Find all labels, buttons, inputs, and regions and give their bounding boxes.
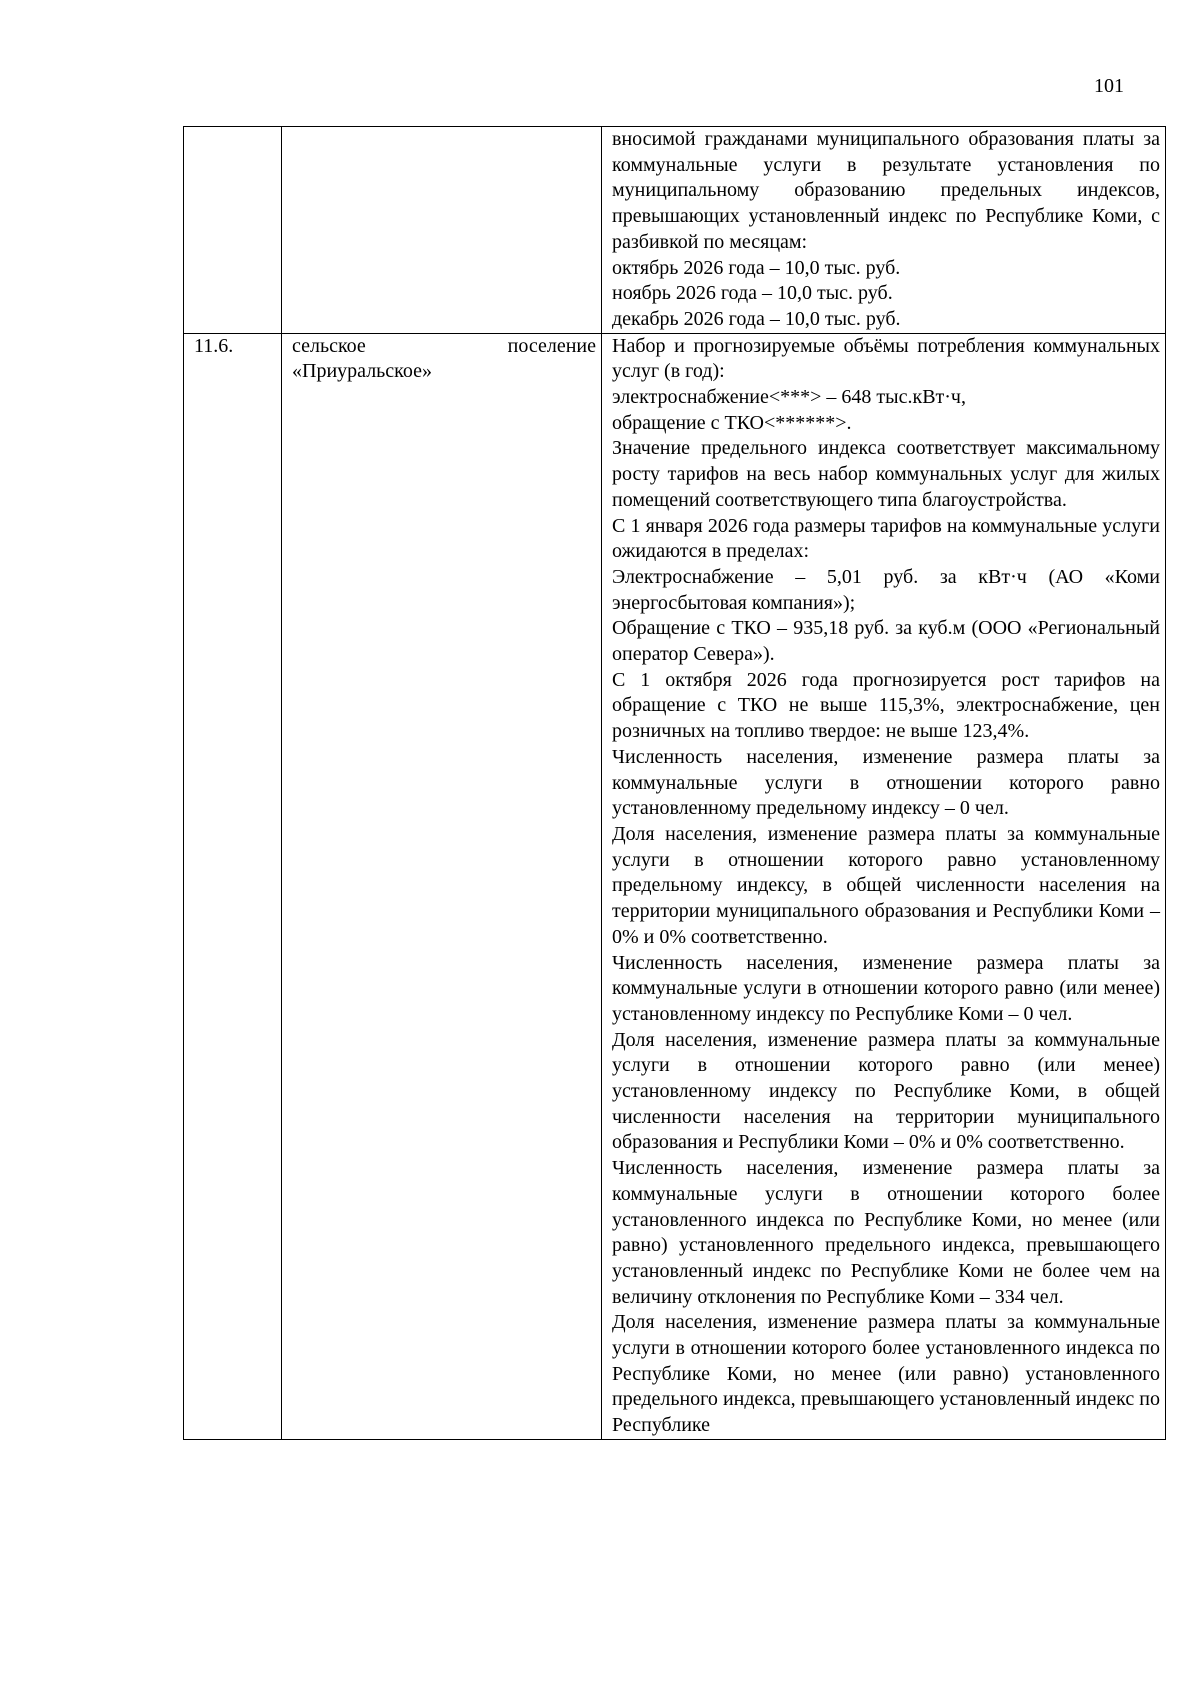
- description-paragraph: Численность населения, изменение размера платы за коммунальные услуги в отношении которого равно установленному предельному индексу – 0 чел.: [612, 745, 1160, 820]
- description-paragraph: С 1 октября 2026 года прогнозируется рост тарифов на обращение с ТКО не выше 115,3%, электроснабжение, цен розничных на топливо твердое: не выше 123,4%.: [612, 668, 1160, 743]
- month-line: ноябрь 2026 года – 10,0 тыс. руб.: [612, 282, 893, 305]
- municipality-name-cell: [282, 333, 602, 1439]
- tariff-table: [183, 126, 1166, 1440]
- description-paragraph: Электроснабжение – 5,01 руб. за кВт·ч (АО «Коми энергосбытовая компания»);: [612, 565, 1160, 614]
- description-paragraph: Значение предельного индекса соответствует максимальному росту тарифов на весь набор коммунальных услуг для жилых помещений соответствующего типа благоустройства.: [612, 437, 1160, 511]
- description-paragraph: Обращение с ТКО – 935,18 руб. за куб.м (ООО «Региональный оператор Севера»).: [612, 617, 1160, 666]
- description-cell: [602, 127, 1166, 334]
- description-paragraph: Доля населения, изменение размера платы за коммунальные услуги в отношении которого более установленного индекса по Республике Коми, но менее (или равно) установленного предельного индекса, превышающего установленный индекс по Республике: [612, 1311, 1160, 1437]
- description-paragraph: Численность населения, изменение размера платы за коммунальные услуги в отношении которого более установленного индекса по Республике Коми, но менее (или равно) установленного предельного индекса, превышающего установленный индекс по Республике Коми не более чем на величину отклонения по Республике Коми – 334 чел.: [612, 1157, 1160, 1308]
- row-number-cell: 11.6.: [184, 333, 282, 1439]
- page-number: 101: [1094, 75, 1124, 97]
- description-paragraph: электроснабжение<***> – 648 тыс.кВт·ч,: [612, 386, 966, 409]
- month-line: октябрь 2026 года – 10,0 тыс. руб.: [612, 256, 901, 279]
- month-line: декабрь 2026 года – 10,0 тыс. руб.: [612, 307, 901, 330]
- description-paragraph: вносимой гражданами муниципального образования платы за коммунальные услуги в результате установления по муниципальному образованию предельных индексов, превышающих установленный индекс по Республике Коми, с разбивкой по месяцам:: [612, 128, 1160, 253]
- municipality-type: сельское поселение: [292, 334, 596, 357]
- description-paragraph: Доля населения, изменение размера платы за коммунальные услуги в отношении которого равно установленному предельному индексу, в общей численности населения на территории муниципального образования и Республики Коми – 0% и 0% соответственно.: [612, 822, 1160, 948]
- municipality-title: «Приуральское»: [292, 360, 432, 383]
- table-row: [184, 333, 1166, 1439]
- description-paragraph: С 1 января 2026 года размеры тарифов на коммунальные услуги ожидаются в пределах:: [612, 514, 1160, 563]
- row-number-cell: [184, 127, 282, 334]
- description-paragraph: Численность населения, изменение размера платы за коммунальные услуги в отношении которого равно (или менее) установленному индексу по Республике Коми – 0 чел.: [612, 951, 1160, 1025]
- description-paragraph: Доля населения, изменение размера платы за коммунальные услуги в отношении которого равно (или менее) установленному индексу по Республике Коми, в общей численности населения на территории муниципального образования и Республики Коми – 0% и 0% соответственно.: [612, 1028, 1160, 1154]
- description-paragraph: Набор и прогнозируемые объёмы потребления коммунальных услуг (в год):: [612, 334, 1160, 383]
- municipality-name-cell: [282, 127, 602, 334]
- table-row: [184, 127, 1166, 334]
- description-paragraph: обращение с ТКО<******>.: [612, 411, 852, 434]
- description-cell: [602, 333, 1166, 1439]
